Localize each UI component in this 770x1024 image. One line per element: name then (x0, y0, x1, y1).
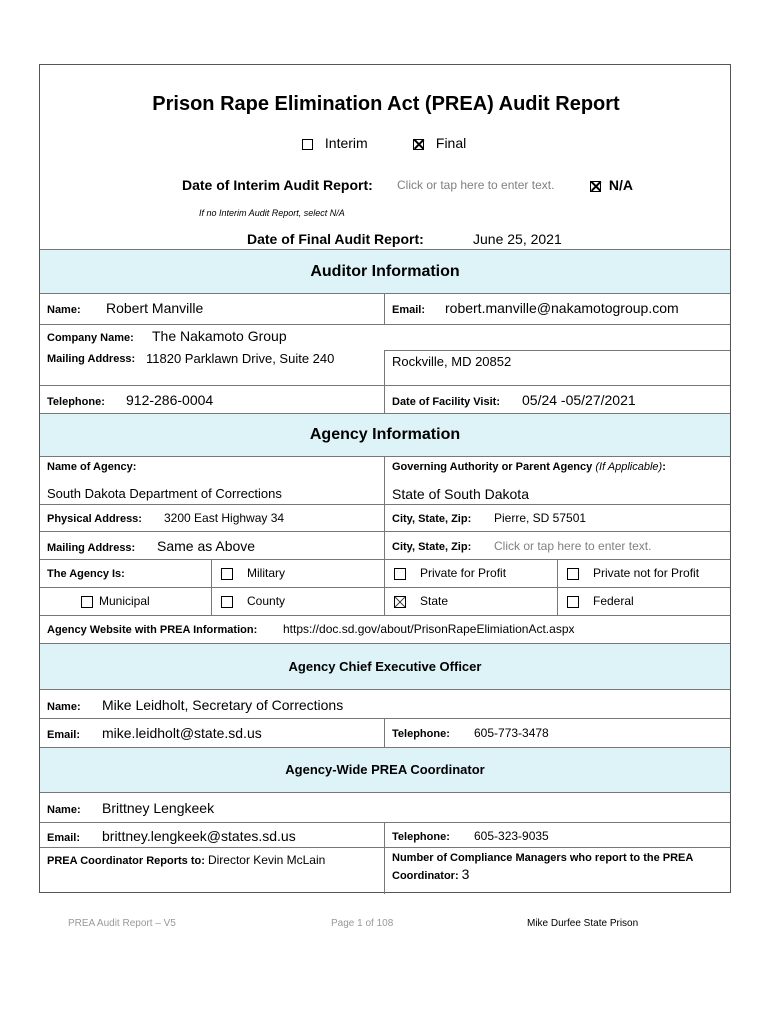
auditor-telephone[interactable]: 912-286-0004 (126, 392, 214, 408)
facility-visit-dates[interactable]: 05/24 -05/27/2021 (522, 392, 636, 408)
agency-mailing-address[interactable]: Same as Above (157, 538, 256, 554)
footer-version: PREA Audit Report – V5 (68, 918, 176, 929)
city-state-zip-2-field[interactable]: Click or tap here to enter text. (494, 539, 652, 553)
option-state[interactable]: State (394, 594, 448, 608)
final-date-label: Date of Final Audit Report: (247, 231, 424, 247)
military-checkbox[interactable] (221, 568, 233, 580)
reports-to-label: PREA Coordinator Reports to: (47, 855, 205, 867)
agency-type-label: The Agency Is: (47, 568, 125, 580)
compliance-managers (392, 850, 722, 884)
interim-option[interactable] (302, 135, 368, 151)
option-private-for-profit[interactable]: Private for Profit (394, 566, 506, 580)
mailing-address-label: Mailing Address: (47, 353, 136, 365)
governing-authority[interactable]: State of South Dakota (392, 486, 529, 502)
telephone-label: Telephone: (47, 396, 105, 408)
ceo-email-label: Email: (47, 729, 81, 741)
city-state-zip-label: City, State, Zip: (392, 513, 472, 525)
auditor-email-label: Email: (392, 304, 426, 316)
city-state-zip-2-label: City, State, Zip: (392, 541, 472, 553)
company-label: Company Name: (47, 332, 134, 344)
final-date-value[interactable]: June 25, 2021 (473, 231, 562, 247)
compliance-managers-count[interactable]: 3 (461, 866, 470, 882)
interim-note: If no Interim Audit Report, select N/A (199, 208, 345, 218)
coordinator-telephone[interactable]: 605-323-9035 (474, 829, 549, 843)
interim-checkbox[interactable] (302, 139, 313, 150)
coordinator-email-label: Email: (47, 832, 81, 844)
physical-address-label: Physical Address: (47, 513, 142, 525)
facility-visit-label: Date of Facility Visit: (392, 396, 500, 408)
na-option[interactable] (590, 177, 633, 193)
option-municipal[interactable]: Municipal (81, 594, 150, 608)
interim-label: Interim (324, 135, 368, 151)
option-military[interactable]: Military (221, 566, 285, 580)
interim-date-field[interactable]: Click or tap here to enter text. (397, 178, 555, 192)
ceo-email[interactable]: mike.leidholt@state.sd.us (102, 725, 262, 741)
option-private-not-for-profit[interactable]: Private not for Profit (567, 566, 699, 580)
auditor-section-header: Auditor Information (40, 249, 730, 294)
governing-authority-label: Governing Authority or Parent Agency (If Applicable): (392, 461, 666, 473)
page-title: Prison Rape Elimination Act (PREA) Audit Report (152, 93, 620, 115)
agency-mailing-label: Mailing Address: (47, 542, 136, 554)
agency-section-header: Agency Information (40, 413, 730, 457)
reports-to (47, 853, 325, 867)
auditor-name[interactable]: Robert Manville (106, 300, 204, 316)
ceo-section-header: Agency Chief Executive Officer (40, 643, 730, 690)
coordinator-section-header: Agency-Wide PREA Coordinator (40, 747, 730, 793)
county-checkbox[interactable] (221, 596, 233, 608)
ceo-name-label: Name: (47, 701, 81, 713)
company-name[interactable]: The Nakamoto Group (152, 328, 287, 344)
audit-report-form (39, 64, 731, 893)
compliance-managers-label: Number of Compliance Managers who report to the PREA Coordinator: (392, 852, 693, 882)
na-label: N/A (608, 177, 634, 193)
private-for-profit-checkbox[interactable] (394, 568, 406, 580)
final-option[interactable] (413, 135, 466, 151)
auditor-name-label: Name: (47, 304, 81, 316)
na-checkbox[interactable] (590, 181, 601, 192)
coordinator-name[interactable]: Brittney Lengkeek (102, 800, 215, 816)
agency-website-label: Agency Website with PREA Information: (47, 624, 258, 636)
reports-to-value[interactable]: Director Kevin McLain (207, 853, 326, 867)
interim-date-label: Date of Interim Audit Report: (182, 177, 373, 193)
footer-page-number: Page 1 of 108 (331, 918, 394, 929)
coordinator-email[interactable]: brittney.lengkeek@states.sd.us (102, 828, 296, 844)
agency-name[interactable]: South Dakota Department of Corrections (47, 486, 282, 501)
agency-website-link[interactable]: https://doc.sd.gov/about/PrisonRapeElimiationAct.aspx (283, 622, 575, 636)
ceo-telephone[interactable]: 605-773-3478 (474, 726, 549, 740)
mailing-city[interactable]: Rockville, MD 20852 (392, 354, 512, 369)
ceo-telephone-label: Telephone: (392, 728, 450, 740)
municipal-checkbox[interactable] (81, 596, 93, 608)
final-checkbox[interactable] (413, 139, 424, 150)
federal-checkbox[interactable] (567, 596, 579, 608)
physical-address[interactable]: 3200 East Highway 34 (164, 511, 285, 525)
city-state-zip[interactable]: Pierre, SD 57501 (494, 511, 587, 525)
final-label: Final (435, 135, 467, 151)
state-checkbox[interactable] (394, 596, 406, 608)
private-not-for-profit-checkbox[interactable] (567, 568, 579, 580)
agency-name-label: Name of Agency: (47, 461, 137, 473)
coordinator-telephone-label: Telephone: (392, 831, 450, 843)
footer-facility-name: Mike Durfee State Prison (527, 918, 639, 929)
mailing-address[interactable]: 11820 Parklawn Drive, Suite 240 (146, 351, 335, 366)
ceo-name[interactable]: Mike Leidholt, Secretary of Corrections (102, 697, 344, 713)
auditor-email[interactable]: robert.manville@nakamotogroup.com (445, 300, 679, 316)
option-federal[interactable]: Federal (567, 594, 634, 608)
option-county[interactable]: County (221, 594, 285, 608)
coordinator-name-label: Name: (47, 804, 81, 816)
